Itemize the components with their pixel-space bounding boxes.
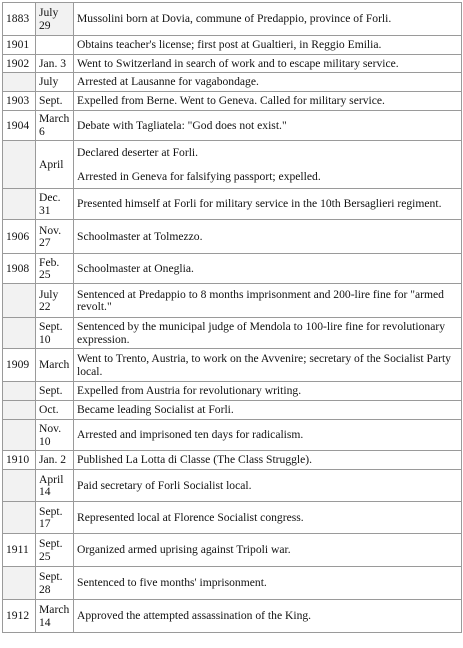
year-cell: [3, 401, 36, 420]
date-cell: Sept. 17: [36, 502, 74, 534]
table-row: [3, 254, 462, 284]
event-cell: [74, 73, 462, 92]
event-text: Expelled from Berne. Went to Geneva. Called for military service.: [77, 94, 385, 108]
event-text: Published La Lotta di Classe (The Class Struggle).: [77, 453, 313, 467]
event-text: Declared deserter at Forli.: [77, 146, 199, 159]
date-cell: Jan. 2: [36, 451, 74, 470]
event-text: Sentenced by the municipal judge of Mendola to 100-lire fine for revolutionary expression.: [77, 320, 445, 346]
table-row: [3, 349, 462, 382]
event-text: Mussolini born at Dovia, commune of Predappio, province of Forli.: [77, 12, 392, 26]
event-cell: [74, 349, 462, 382]
event-cell: [74, 502, 462, 534]
year-cell: [3, 141, 36, 189]
year-cell: [3, 470, 36, 502]
event-cell: [74, 3, 462, 36]
table-row: [3, 420, 462, 451]
event-cell: [74, 111, 462, 141]
chronology-table: [2, 2, 462, 633]
date-cell: March: [36, 349, 74, 382]
event-cell: [74, 567, 462, 600]
table-row: [3, 470, 462, 502]
date-cell: Sept.: [36, 382, 74, 401]
date-cell: July 22: [36, 284, 74, 318]
date-cell: Jan. 3: [36, 55, 74, 73]
date-cell: [36, 36, 74, 55]
year-cell: 1903: [3, 92, 36, 111]
event-cell: [74, 189, 462, 220]
event-cell: [74, 382, 462, 401]
date-cell: March 6: [36, 111, 74, 141]
table-row: [3, 382, 462, 401]
date-cell: Nov. 10: [36, 420, 74, 451]
table-row: [3, 534, 462, 567]
event-text: Arrested and imprisoned ten days for radicalism.: [77, 428, 304, 442]
date-cell: March 14: [36, 600, 74, 633]
event-cell: [74, 451, 462, 470]
year-cell: 1909: [3, 349, 36, 382]
event-cell: [74, 470, 462, 502]
year-cell: 1904: [3, 111, 36, 141]
event-cell: [74, 401, 462, 420]
event-text: Schoolmaster at Oneglia.: [77, 261, 194, 275]
date-cell: Sept.: [36, 92, 74, 111]
date-cell: Feb. 25: [36, 254, 74, 284]
table-row: [3, 36, 462, 55]
table-row: [3, 600, 462, 633]
event-text: Debate with Tagliatela: "God does not exist.": [77, 118, 287, 132]
year-cell: 1911: [3, 534, 36, 567]
event-cell: [74, 254, 462, 284]
year-cell: 1908: [3, 254, 36, 284]
event-cell: [74, 141, 462, 189]
year-cell: [3, 318, 36, 349]
table-row: [3, 220, 462, 254]
date-cell: Nov. 27: [36, 220, 74, 254]
table-row: [3, 55, 462, 73]
table-row: [3, 92, 462, 111]
event-cell: [74, 220, 462, 254]
year-cell: [3, 567, 36, 600]
event-cell: [74, 420, 462, 451]
date-cell: April 14: [36, 470, 74, 502]
table-row: [3, 502, 462, 534]
event-cell: [74, 92, 462, 111]
event-text: Sentenced at Predappio to 8 months imprisonment and 200-lire fine for "armed revolt.": [77, 287, 444, 313]
event-text: Presented himself at Forli for military service in the 10th Bersaglieri regiment.: [77, 197, 442, 211]
year-cell: 1902: [3, 55, 36, 73]
event-text: Sentenced to five months' imprisonment.: [77, 576, 267, 590]
table-row: [3, 401, 462, 420]
year-cell: [3, 284, 36, 318]
event-text: Went to Trento, Austria, to work on the Avvenire; secretary of the Socialist Party local.: [77, 352, 451, 378]
table-row: [3, 73, 462, 92]
event-text-second: Arrested in Geneva for falsifying passport; expelled.: [77, 169, 321, 183]
year-cell: 1912: [3, 600, 36, 633]
event-cell: [74, 534, 462, 567]
table-row: [3, 141, 462, 189]
event-cell: [74, 318, 462, 349]
table-row: [3, 111, 462, 141]
date-cell: Oct.: [36, 401, 74, 420]
date-cell: Dec. 31: [36, 189, 74, 220]
year-cell: 1883: [3, 3, 36, 36]
year-cell: 1901: [3, 36, 36, 55]
table-row: [3, 451, 462, 470]
table-row: [3, 284, 462, 318]
chronology-body: [3, 3, 462, 633]
event-text: Became leading Socialist at Forli.: [77, 403, 234, 417]
table-row: [3, 318, 462, 349]
date-cell: July: [36, 73, 74, 92]
date-cell: Sept. 28: [36, 567, 74, 600]
event-cell: [74, 36, 462, 55]
event-text: Represented local at Florence Socialist congress.: [77, 510, 304, 524]
year-cell: [3, 382, 36, 401]
event-text: Organized armed uprising against Tripoli war.: [77, 543, 291, 557]
event-text: Expelled from Austria for revolutionary writing.: [77, 384, 302, 398]
event-text: Went to Switzerland in search of work and to escape military service.: [77, 56, 399, 70]
year-cell: [3, 73, 36, 92]
event-cell: [74, 55, 462, 73]
table-row: [3, 567, 462, 600]
year-cell: 1906: [3, 220, 36, 254]
date-cell: Sept. 10: [36, 318, 74, 349]
event-text: Schoolmaster at Tolmezzo.: [77, 229, 203, 243]
year-cell: [3, 502, 36, 534]
table-row: [3, 189, 462, 220]
event-cell: [74, 284, 462, 318]
year-cell: 1910: [3, 451, 36, 470]
event-cell: [74, 600, 462, 633]
table-row: [3, 3, 462, 36]
event-text: Obtains teacher's license; first post at Gualtieri, in Reggio Emilia.: [77, 38, 382, 52]
year-cell: [3, 420, 36, 451]
year-cell: [3, 189, 36, 220]
date-cell: April: [36, 141, 74, 189]
event-text: Arrested at Lausanne for vagabondage.: [77, 75, 259, 89]
date-cell: July 29: [36, 3, 74, 36]
date-cell: Sept. 25: [36, 534, 74, 567]
event-text: Approved the attempted assassination of the King.: [77, 609, 312, 623]
event-text: Paid secretary of Forli Socialist local.: [77, 478, 252, 492]
